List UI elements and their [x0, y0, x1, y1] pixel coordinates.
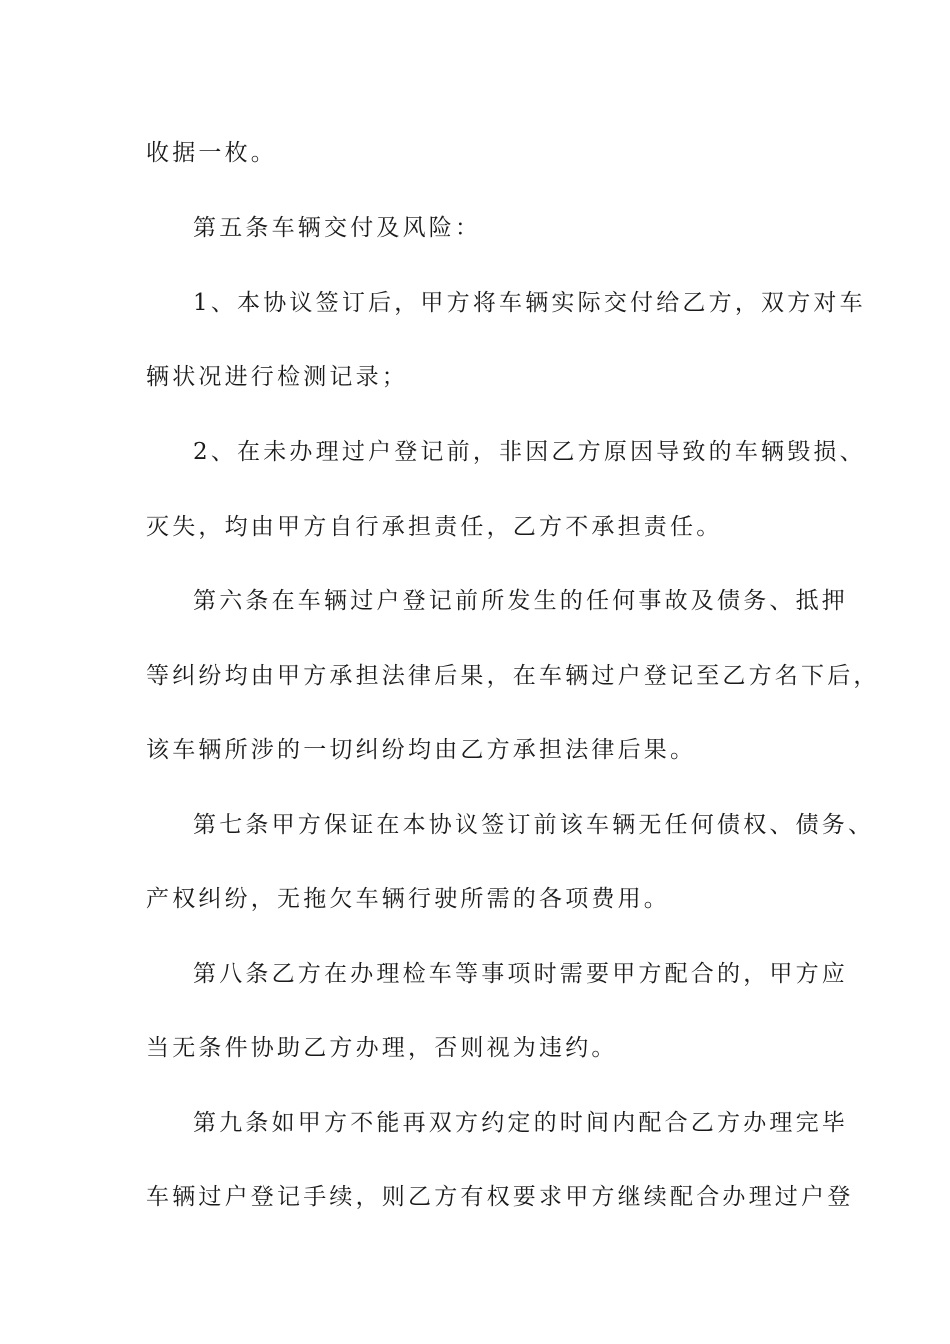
article-8-line-1: 第八条乙方在办理检车等事项时需要甲方配合的，甲方应 [193, 961, 848, 987]
article-6-line-2: 等纠纷均由甲方承担法律后果，在车辆过户登记至乙方名下后， [146, 663, 880, 689]
article-9-line-2: 车辆过户登记手续，则乙方有权要求甲方继续配合办理过户登 [146, 1184, 854, 1210]
article-9-line-1: 第九条如甲方不能再双方约定的时间内配合乙方办理完毕 [193, 1110, 848, 1136]
article-5-item-1-line-2: 辆状况进行检测记录； [146, 364, 408, 390]
text-line-receipt: 收据一枚。 [146, 140, 277, 166]
article-5-item-1-line-1: 1、本协议签订后，甲方将车辆实际交付给乙方，双方对车 [193, 290, 866, 316]
article-6-line-3: 该车辆所涉的一切纠纷均由乙方承担法律后果。 [146, 737, 697, 763]
article-5-item-2-line-2: 灭失，均由甲方自行承担责任，乙方不承担责任。 [146, 514, 723, 540]
article-6-line-1: 第六条在车辆过户登记前所发生的任何事故及债务、抵押 [193, 588, 848, 614]
article-5-item-2-line-1: 2、在未办理过户登记前，非因乙方原因导致的车辆毁损、 [193, 439, 866, 465]
article-5-heading: 第五条车辆交付及风险： [193, 215, 482, 241]
article-7-line-1: 第七条甲方保证在本协议签订前该车辆无任何债权、债务、 [193, 812, 875, 838]
article-8-line-2: 当无条件协助乙方办理，否则视为违约。 [146, 1035, 618, 1061]
article-7-line-2: 产权纠纷，无拖欠车辆行驶所需的各项费用。 [146, 886, 670, 912]
